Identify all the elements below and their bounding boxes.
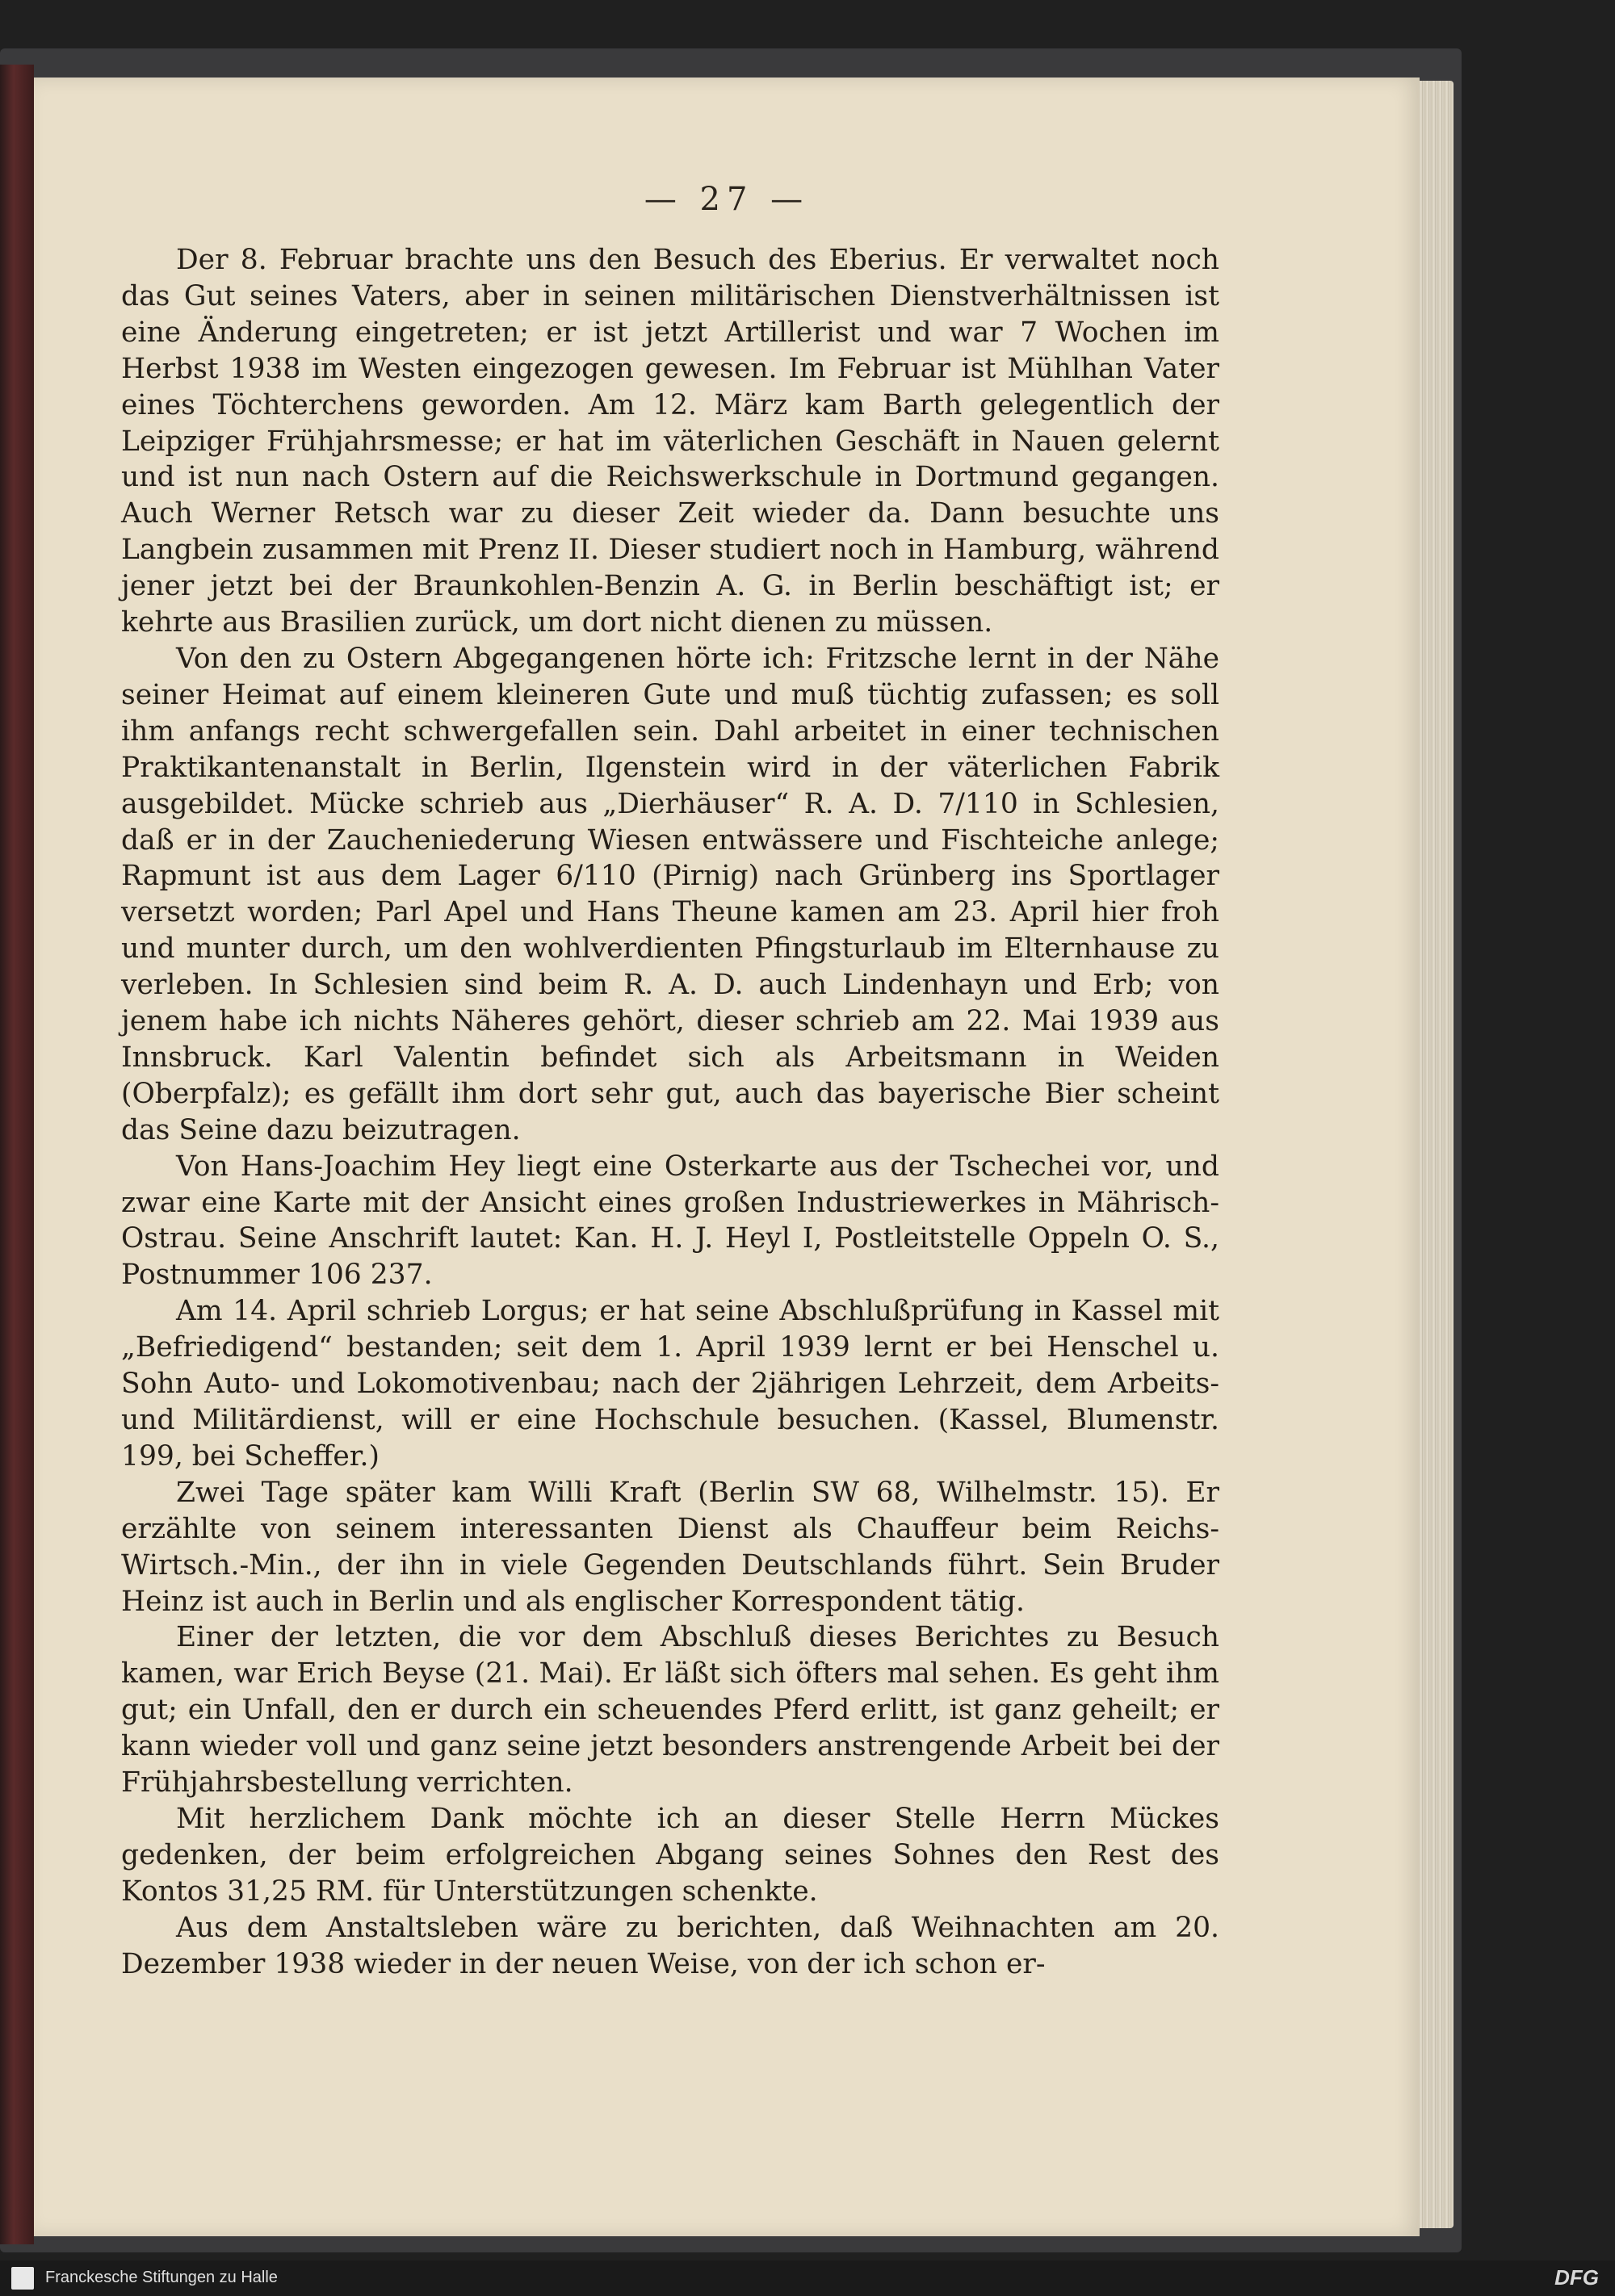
paragraph: Aus dem Anstaltsleben wäre zu berichten, daß Weihnachten am 20. Dezember 1938 wieder in der neuen Weise, von der ich schon er-: [121, 1911, 1219, 1980]
book-binding: [0, 65, 34, 2244]
paragraph: Von den zu Ostern Abgegangenen hörte ich: Fritzsche lernt in der Nähe seiner Heimat auf einem kleineren Gute und muß tüchtig zufassen; es soll ihm anfangs recht schwergefallen sein. Dahl arbeitet in einer technischen Praktikantenanstalt in Berlin, Ilgenstein wird in der väterlichen Fabrik ausgebildet. Mücke schrieb aus „Dierhäuser“ R. A. D. 7/110 in Schlesien, daß er in der Zaucheniederung Wiesen entwässere und Fischteiche anlege; Rapmunt ist aus dem Lager 6/110 (Pirnig) nach Grünberg ins Sportlager versetzt worden; Parl Apel und Hans Theune kamen am 23. April hier froh und munter durch, um den wohlverdienten Pfingsturlaub im Elternhause zu verleben. In Schlesien sind beim R. A. D. auch Lindenhayn und Erb; von jenem habe ich nichts Näheres gehört, dieser schrieb am 22. Mai 1939 aus Innsbruck. Karl Valentin befindet sich als Arbeitsmann in Weiden (Oberpfalz); es gefällt ihm dort sehr gut, auch das bayerische Bier scheint das Seine dazu beizutragen.: [121, 642, 1219, 1146]
paragraph: Am 14. April schrieb Lorgus; er hat seine Abschlußprüfung in Kassel mit „Befriedigend“ bestanden; seit dem 1. April 1939 lernt er bei Henschel u. Sohn Auto- und Lokomotivenbau; nach der 2jährigen Lehrzeit, dem Arbeits- und Militärdienst, will er eine Hochschule besuchen. (Kassel, Blumenstr. 199, bei Scheffer.): [121, 1295, 1219, 1473]
footer-bar: [0, 2260, 1615, 2296]
page-number: — 27 —: [644, 181, 810, 218]
footer-institution: Franckesche Stiftungen zu Halle: [45, 2269, 278, 2286]
paragraph: Einer der letzten, die vor dem Abschluß dieses Berichtes zu Besuch kamen, war Erich Beyse (21. Mai). Er läßt sich öfters mal sehen. Es geht ihm gut; ein Unfall, den er durch ein scheuendes Pferd erlitt, ist ganz geheilt; er kann wieder voll und ganz seine jetzt besonders anstrengende Arbeit bei der Frühjahrsbestellung verrichten.: [121, 1621, 1219, 1800]
page-body: [121, 242, 1219, 1983]
book-page: [34, 78, 1420, 2236]
paragraph: Zwei Tage später kam Willi Kraft (Berlin SW 68, Wilhelmstr. 15). Er erzählte von seinem interessanten Dienst als Chauffeur beim Reichs-Wirtsch.-Min., der ihn in viele Gegenden Deutschlands führt. Sein Bruder Heinz ist auch in Berlin und als englischer Korrespondent tätig.: [121, 1476, 1219, 1618]
footer-dfg-logo: DFG: [1554, 2265, 1599, 2290]
paragraph: Der 8. Februar brachte uns den Besuch des Eberius. Er verwaltet noch das Gut seines Vaters, aber in seinen militärischen Dienstverhältnissen ist eine Änderung eingetreten; er ist jetzt Artillerist und war 7 Wochen im Herbst 1938 im Westen eingezogen gewesen. Im Februar ist Mühlhan Vater eines Töchterchens geworden. Am 12. März kam Barth gelegentlich der Leipziger Frühjahrsmesse; er hat im väterlichen Geschäft in Nauen gelernt und ist nun nach Ostern auf die Reichswerkschule in Dortmund gegangen. Auch Werner Retsch war zu dieser Zeit wieder da. Dann besuchte uns Langbein zusammen mit Prenz II. Dieser studiert noch in Hamburg, während jener jetzt bei der Braunkohlen-Benzin A. G. in Berlin beschäftigt ist; er kehrte aus Brasilien zurück, um dort nicht dienen zu müssen.: [121, 244, 1219, 639]
institution-logo-icon: [11, 2267, 34, 2290]
paragraph: Mit herzlichem Dank möchte ich an dieser Stelle Herrn Mückes gedenken, der beim erfolgreichen Abgang seines Sohnes den Rest des Kontos 31,25 RM. für Unterstützungen schenkte.: [121, 1802, 1219, 1908]
paragraph: Von Hans-Joachim Hey liegt eine Osterkarte aus der Tschechei vor, und zwar eine Karte mit der Ansicht eines großen Industriewerkes in Mährisch-Ostrau. Seine Anschrift lautet: Kan. H. J. Heyl I, Postleitstelle Oppeln O. S., Postnummer 106 237.: [121, 1150, 1219, 1292]
